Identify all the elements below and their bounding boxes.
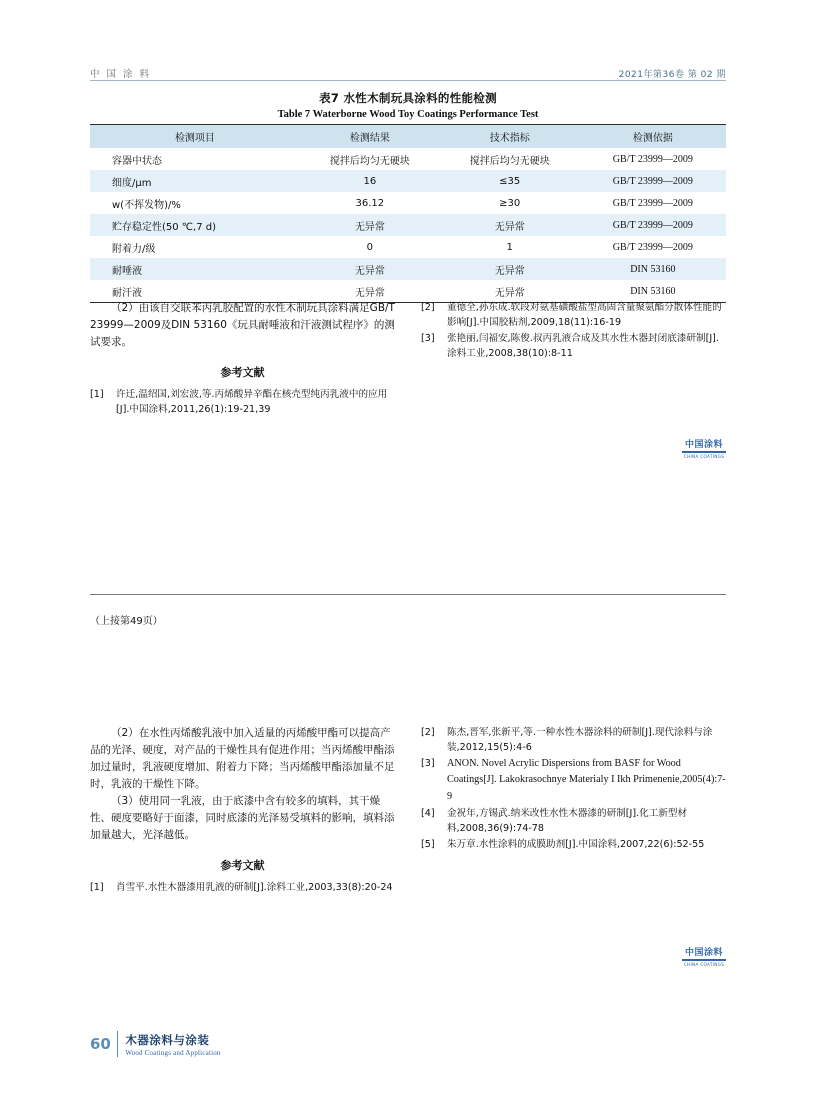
table-header-cell: 检测依据 <box>580 125 726 149</box>
page-number: 60 <box>90 1035 111 1053</box>
table-header-cell: 检测项目 <box>90 125 300 149</box>
cell-standard: GB/T 23999—2009 <box>612 153 693 165</box>
cell-spec: 无异常 <box>440 258 580 280</box>
reference-item <box>90 387 395 417</box>
cell-standard: GB/T 23999—2009 <box>612 241 693 253</box>
conclusion-paragraph: （2）在水性丙烯酸乳液中加入适量的丙烯酸甲酯可以提高产品的光泽、硬度，对产品的干燥性具有促进作用；当丙烯酸甲酯添加过量时，乳液硬度增加、附着力下降；当丙烯酸甲酯添加量不足时，乳液的干燥性下降。 <box>90 727 395 790</box>
performance-table <box>90 124 726 303</box>
reference-number: [2] <box>421 727 435 738</box>
cell-item: 耐唾液 <box>90 258 300 280</box>
cell-result: 0 <box>366 241 374 253</box>
cell-spec: ≥30 <box>499 197 521 209</box>
cell-item: 细度/μm <box>90 170 300 192</box>
cell-spec: 无异常 <box>494 287 525 299</box>
reference-item <box>421 756 726 804</box>
reference-number: [5] <box>421 838 435 850</box>
reference-item <box>421 837 726 852</box>
footer-section-cn: 木器涂料与涂装 <box>125 1032 210 1047</box>
table-header-row <box>90 125 726 149</box>
cell-result: 36.12 <box>355 197 385 209</box>
conclusion-paragraph: （3）使用同一乳液，由于底漆中含有较多的填料，其干燥性、硬度要略好于面漆，同时底漆的光泽易受填料的影响，填料添加量越大，光泽越低。 <box>90 795 395 841</box>
cell-item: 贮存稳定性(50 ℃,7 d) <box>90 214 300 236</box>
reference-number: [3] <box>421 758 435 770</box>
article-separator-rule <box>90 594 726 595</box>
cell-result: 无异常 <box>354 287 385 299</box>
reference-text: 肖雪平.水性木器漆用乳液的研制[J].涂料工业,2003,33(8):20-24 <box>116 881 393 893</box>
logo-bar <box>682 959 726 961</box>
references-heading: 参考文献 <box>220 366 265 379</box>
reference-number: [1] <box>90 881 104 893</box>
cell-spec: ≤35 <box>440 170 580 192</box>
table-row <box>90 170 726 192</box>
running-head-rule <box>90 80 726 81</box>
table-title-en: Table 7 Waterborne Wood Toy Coatings Performance Test <box>277 109 539 120</box>
cell-item: 容器中状态 <box>112 155 162 167</box>
cell-standard: GB/T 23999—2009 <box>612 197 693 209</box>
article-1-left-column <box>90 300 395 418</box>
article-2-left-column <box>90 725 395 896</box>
continuation-note: （上接第49页） <box>90 616 163 627</box>
footer-section-en: Wood Coatings and Application <box>125 1048 221 1057</box>
reference-number: [1] <box>90 388 104 400</box>
logo-text-cn: 中国涂料 <box>684 440 723 450</box>
table-header-cell: 检测结果 <box>300 125 440 149</box>
table-header-cell: 技术指标 <box>440 125 580 149</box>
footer-divider <box>117 1031 119 1057</box>
table-row <box>90 258 726 280</box>
reference-text: 许迁,温绍国,刘宏波,等.丙烯酸异辛酯在核壳型纯丙乳液中的应用[J].中国涂料,2011,26(1):19-21,39 <box>116 388 388 415</box>
table-row <box>90 148 726 170</box>
cell-result: 搅拌后均匀无硬块 <box>329 155 410 167</box>
reference-item <box>90 880 395 895</box>
reference-item <box>421 806 726 836</box>
logo-text-en: CHINA COATINGS <box>683 962 725 967</box>
reference-text: 张艳丽,闫福安,陈俊.叔丙乳液合成及其水性木器封闭底漆研制[J].涂料工业,2008,38(10):8-11 <box>447 333 719 360</box>
reference-item <box>421 300 726 330</box>
table-block <box>90 90 726 303</box>
cell-result: 16 <box>300 170 440 192</box>
cell-item: 附着力/级 <box>112 243 156 255</box>
cell-spec: 搅拌后均匀无硬块 <box>469 155 550 167</box>
table-row <box>90 214 726 236</box>
cell-standard: DIN 53160 <box>580 258 726 280</box>
reference-text: ANON. Novel Acrylic Dispersions from BASF for Wood Coatings[J]. Lakokrasochnye Materialy I Ikh Primenenie,2005(4):7-9 <box>447 758 726 802</box>
references-heading: 参考文献 <box>220 859 265 872</box>
reference-text: 朱万章.水性涂料的成膜助剂[J].中国涂料,2007,22(6):52-55 <box>447 838 705 850</box>
cell-spec: 1 <box>506 241 513 253</box>
reference-number: [3] <box>421 333 435 345</box>
article-1-columns <box>90 300 726 418</box>
cell-standard: GB/T 23999—2009 <box>580 170 726 192</box>
table-row <box>90 192 726 214</box>
logo-text-en: CHINA COATINGS <box>683 454 725 459</box>
cell-item: w(不挥发物)/% <box>112 199 181 211</box>
cell-standard: GB/T 23999—2009 <box>580 214 726 236</box>
cell-standard: DIN 53160 <box>630 285 676 297</box>
china-coatings-logo <box>682 945 726 967</box>
cell-spec: 无异常 <box>440 214 580 236</box>
article-2-right-column <box>421 725 726 896</box>
running-head-issue: 2021年第36卷 第 02 期 <box>618 70 726 80</box>
china-coatings-logo <box>682 437 726 459</box>
cell-result: 无异常 <box>300 214 440 236</box>
cell-item: 耐汗液 <box>112 287 142 299</box>
article-1-right-column <box>421 300 726 418</box>
logo-text-cn: 中国涂料 <box>684 948 723 958</box>
table-row <box>90 236 726 258</box>
conclusion-paragraph: （2）由该自交联苯丙乳胶配置的水性木制玩具涂料满足GB/T 23999—2009及DIN 53160《玩具耐唾液和汗液测试程序》的测试要求。 <box>90 302 395 348</box>
reference-item <box>421 331 726 361</box>
reference-text: 金祝年,方锡武.纳米改性水性木器漆的研制[J].化工新型材料,2008,36(9):74-78 <box>447 807 688 834</box>
reference-number: [2] <box>421 302 435 313</box>
reference-number: [4] <box>421 807 435 819</box>
logo-bar <box>682 451 726 453</box>
running-head-journal: 中 国 涂 料 <box>90 69 152 80</box>
table-title-cn: 表7 水性木制玩具涂料的性能检测 <box>319 91 497 105</box>
reference-item <box>421 725 726 755</box>
running-head <box>90 58 726 80</box>
reference-text: 董德全,孙东成.软段对氨基磺酸盐型高固含量聚氨酯分散体性能的影响[J].中国胶粘剂,2009,18(11):16-19 <box>447 302 722 329</box>
page-footer <box>90 1031 221 1057</box>
cell-result: 无异常 <box>300 258 440 280</box>
article-2-columns <box>90 725 726 896</box>
reference-text: 陈杰,晋军,张新平,等.一种水性木器涂料的研制[J].现代涂料与涂装,2012,15(5):4-6 <box>447 727 713 754</box>
